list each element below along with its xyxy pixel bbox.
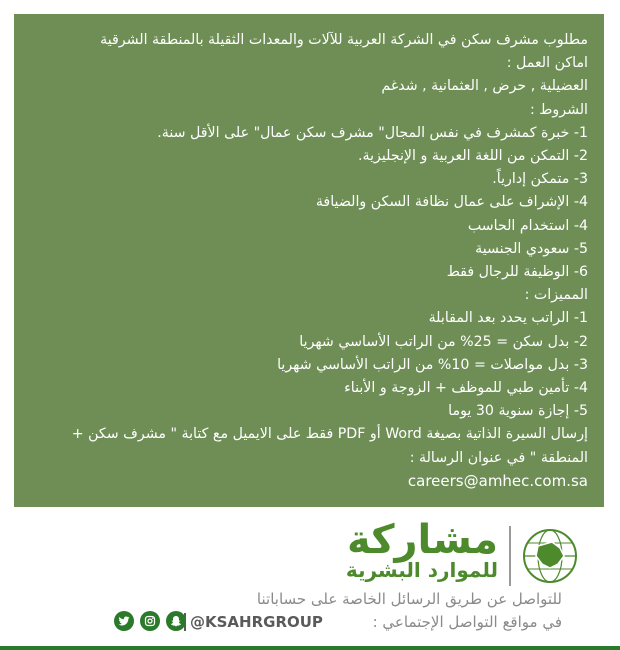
benefit-item: 2- بدل سكن = 25% من الراتب الأساسي شهريا [299,333,588,350]
snapchat-icon[interactable] [166,611,186,631]
benefit-item: 3- بدل مواصلات = 10% من الراتب الأساسي شهريا [277,356,588,373]
brand-title: مشاركة [346,517,498,563]
brand-subtitle: للموارد البشرية [345,558,498,582]
social-handle[interactable]: @KSAHRGROUP [190,613,323,631]
condition-item: 6- الوظيفة للرجال فقط [446,264,588,281]
benefit-item: 5- إجازة سنوية 30 يوما [448,403,588,420]
benefits-heading: المميزات : [524,287,588,304]
locations-list: العضيلية , حرض , العثمانية , شدغم [381,78,588,95]
benefit-item: 1- الراتب يحدد بعد المقابلة [428,310,588,327]
brand-divider [509,526,511,586]
brand-name [346,518,498,582]
condition-item: 4- الإشراف على عمال نظافة السكن والضيافة [315,194,588,211]
condition-item: 1- خبرة كمشرف في نفس المجال" مشرف سكن عمال" على الأقل سنة. [157,124,588,141]
contact-line-1: للتواصل عن طريق الرسائل الخاصة على حساباتنا [256,590,562,608]
ad-title: مطلوب مشرف سكن في الشركة العربية للآلات والمعدات الثقيلة بالمنطقة الشرقية [100,32,588,48]
apply-instructions: إرسال السيرة الذاتية بصيغة Word أو PDF فقط على الايميل مع كتابة " مشرف سكن + المنطقة " في عنوان الرسالة : [71,426,588,466]
saudi-map-globe-icon [522,528,578,584]
social-icons [114,611,186,631]
condition-item: 5- سعودي الجنسية [475,240,588,257]
condition-item: 3- متمكن إدارياً. [492,171,588,188]
locations-heading: اماكن العمل : [506,55,588,72]
contact-line-2: في مواقع التواصل الإجتماعي : [372,613,562,631]
brand-logo [0,516,620,594]
job-ad-panel [14,14,604,507]
twitter-icon[interactable] [114,611,134,631]
email-link[interactable]: careers@amhec.com.sa [407,471,588,490]
conditions-heading: الشروط : [529,101,588,118]
condition-item: 4- استخدام الحاسب [467,217,588,234]
instagram-icon[interactable] [140,611,160,631]
benefit-item: 4- تأمين طبي للموظف + الزوجة و الأبناء [344,380,588,397]
condition-item: 2- التمكن من اللغة العربية و الإنجليزية. [357,148,588,165]
bottom-accent-bar [0,646,620,650]
